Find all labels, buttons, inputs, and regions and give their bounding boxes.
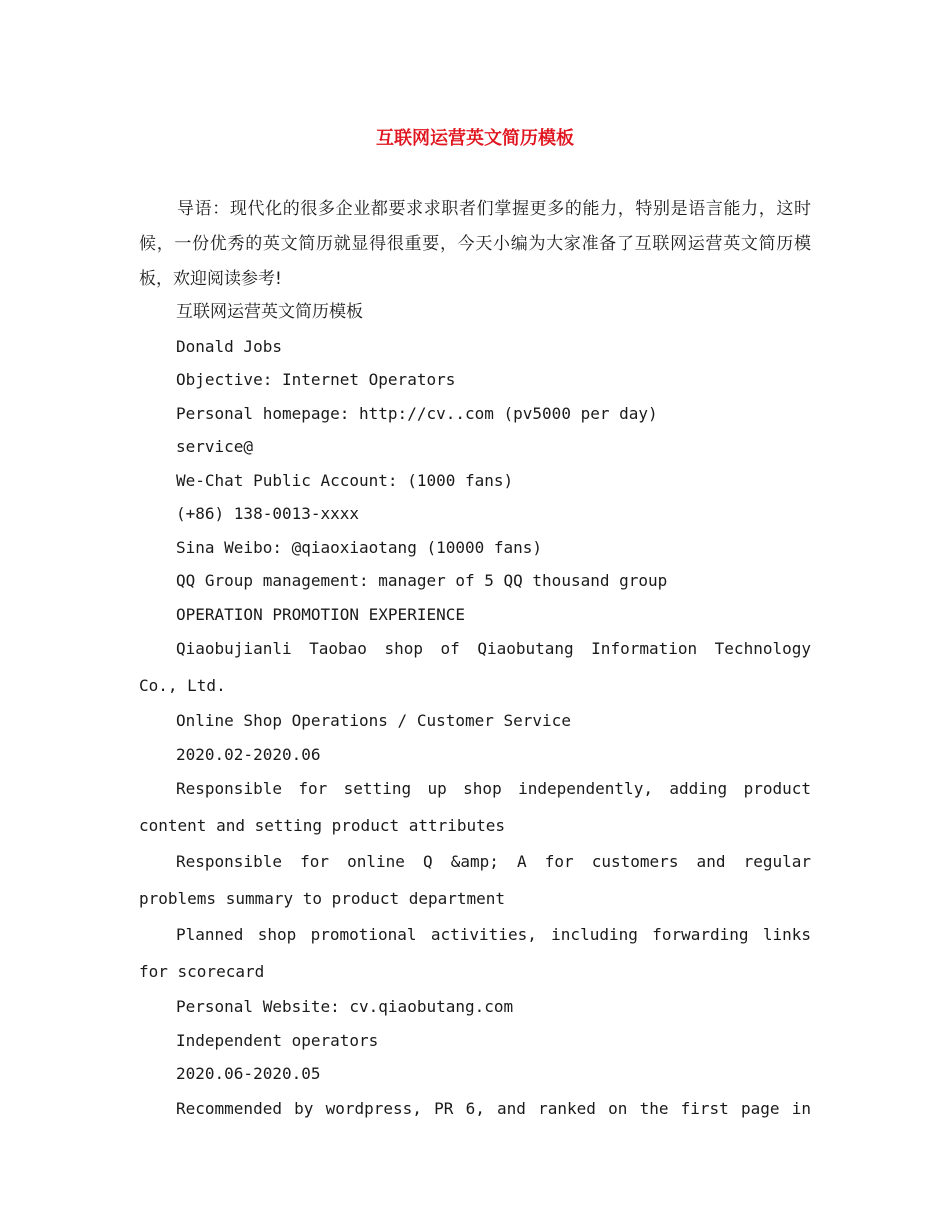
objective-line: Objective: Internet Operators (176, 370, 456, 389)
job1-duty: Planned shop promotional activities, including forwarding links for scorecard (139, 925, 811, 981)
document-title: 互联网运营英文简历模板 (376, 128, 574, 149)
job1-role: Online Shop Operations / Customer Service (176, 711, 571, 730)
job1-duty: Responsible for setting up shop independently, adding product content and setting product attributes (139, 779, 811, 835)
job1-company: Qiaobujianli Taobao shop of Qiaobutang Information Technology Co., Ltd. (139, 639, 811, 695)
job2-role: Independent operators (176, 1030, 379, 1050)
section-heading: OPERATION PROMOTION EXPERIENCE (176, 604, 465, 624)
homepage-line: Personal homepage: http://cv..com (pv5000 per day) (176, 403, 658, 423)
candidate-name: Donald Jobs (176, 336, 282, 356)
phone-line: (+86) 138-0013-xxxx (176, 504, 360, 523)
intro-paragraph: 导语：现代化的很多企业都要求求职者们掌握更多的能力，特别是语言能力，这时候，一份优秀的英文简历就显得很重要，今天小编为大家准备了互联网运营英文简历模板，欢迎阅读参考! (139, 199, 811, 289)
job1-dates: 2020.02-2020.06 (176, 744, 321, 764)
job2-company: Personal Website: cv.qiaobutang.com (176, 997, 514, 1016)
weibo-line: Sina Weibo: @qiaoxiaotang (10000 fans) (176, 537, 543, 557)
job2-duty: Recommended by wordpress, PR 6, and ranked on the first page in (176, 1098, 811, 1118)
qq-line: QQ Group management: manager of 5 QQ thousand group (176, 571, 668, 590)
job2-dates: 2020.06-2020.05 (176, 1064, 321, 1083)
job1-duty: Responsible for online Q &amp; A for customers and regular problems summary to product department (139, 852, 811, 908)
resume-heading: 互联网运营英文简历模板 (176, 302, 363, 322)
wechat-line: We-Chat Public Account: (1000 fans) (176, 470, 514, 490)
resume-body (139, 296, 811, 1127)
email-line: service@ (176, 437, 254, 456)
